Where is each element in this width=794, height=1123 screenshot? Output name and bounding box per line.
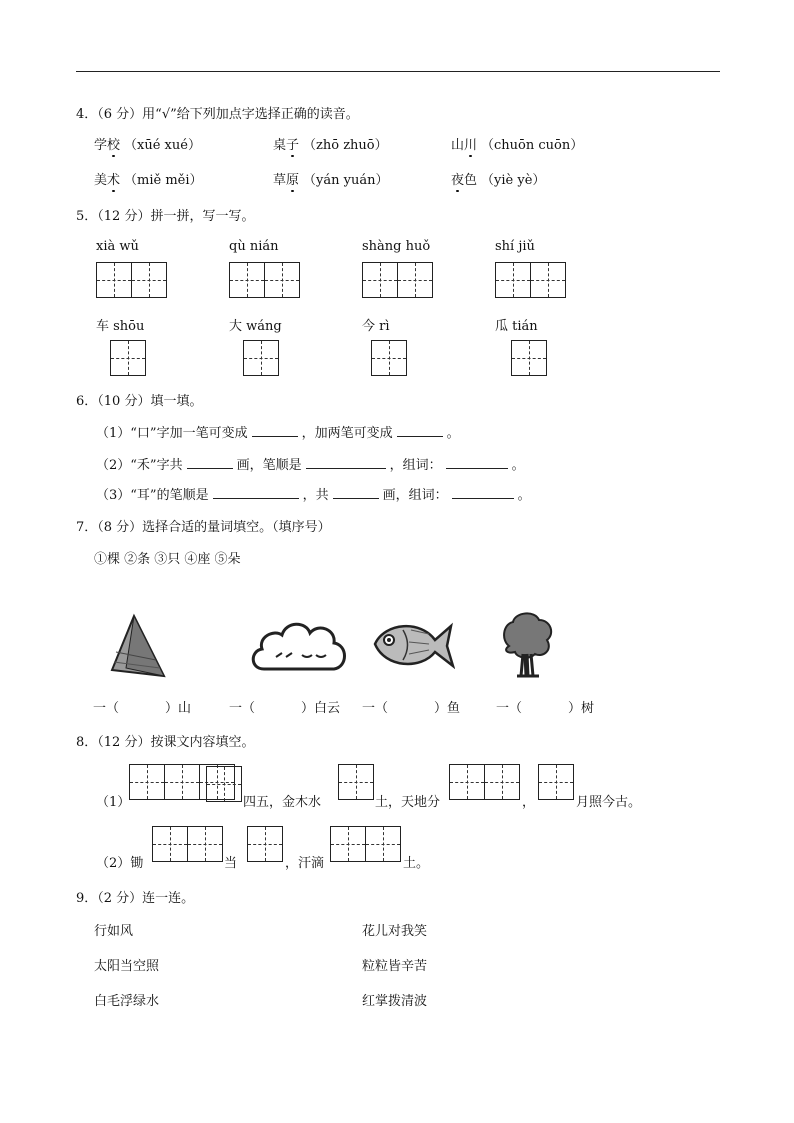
pinyin-options[interactable]: （yán yuán） bbox=[303, 173, 389, 188]
q6-line-1: （1）“口”字加一笔可变成 ，加两笔可变成 。 bbox=[96, 426, 460, 441]
dotted-character: 子 bbox=[286, 134, 299, 153]
q5-pinyin-7: 今 rì bbox=[362, 319, 390, 334]
q5-pinyin-4: shí jiǔ bbox=[495, 239, 535, 254]
pinyin-options[interactable]: （yiè yè） bbox=[481, 173, 546, 188]
q6-blank-1[interactable] bbox=[252, 424, 298, 437]
q4-item: 学校 （xūé xué） bbox=[94, 134, 201, 153]
q5-writing-box-3[interactable] bbox=[362, 262, 432, 298]
pinyin-options[interactable]: （miě měi） bbox=[124, 173, 203, 188]
q5-writing-box-2[interactable] bbox=[229, 262, 299, 298]
q8-box-2[interactable] bbox=[206, 766, 241, 802]
q5-writing-box-8[interactable] bbox=[511, 340, 546, 376]
q8-box-7[interactable] bbox=[247, 826, 282, 862]
mountain-image bbox=[104, 612, 170, 680]
q4-item: 山川 （chuōn cuōn） bbox=[451, 134, 583, 153]
q8-box-4[interactable] bbox=[449, 764, 519, 800]
pinyin-options[interactable]: （zhō zhuō） bbox=[303, 138, 388, 153]
dotted-character: 夜 bbox=[451, 169, 464, 188]
q5-pinyin-1: xià wǔ bbox=[96, 239, 139, 254]
q4-item: 夜色 （yiè yè） bbox=[451, 169, 545, 188]
q7-title: 7．（8 分）选择合适的量词填空。（填序号） bbox=[76, 520, 331, 535]
pinyin-options[interactable]: （xūé xué） bbox=[124, 138, 201, 153]
q9-right-1[interactable]: 花儿对我笑 bbox=[362, 924, 428, 939]
dotted-character: 川 bbox=[464, 134, 477, 153]
q5-pinyin-2: qù nián bbox=[229, 239, 279, 254]
fish-image bbox=[369, 612, 455, 676]
q8-l2-label: （2）锄 bbox=[96, 856, 144, 871]
q8-box-3[interactable] bbox=[338, 764, 373, 800]
q8-box-8[interactable] bbox=[330, 826, 400, 862]
q9-left-3[interactable]: 白毛浮绿水 bbox=[94, 994, 160, 1009]
tree-image bbox=[499, 610, 555, 682]
q8-l2-text-1: 当 bbox=[224, 856, 238, 871]
q9-right-3[interactable]: 红掌拨清波 bbox=[362, 994, 428, 1009]
q6-blank-4[interactable] bbox=[306, 456, 386, 469]
q8-title: 8．（12 分）按课文内容填空。 bbox=[76, 735, 255, 750]
q5-writing-box-1[interactable] bbox=[96, 262, 166, 298]
q6-title: 6．（10 分）填一填。 bbox=[76, 394, 203, 409]
q4-item: 草原 （yán yuán） bbox=[273, 169, 388, 188]
q7-caption-2: 一（ ）白云 bbox=[229, 701, 341, 716]
q6-blank-3[interactable] bbox=[187, 456, 233, 469]
q9-right-2[interactable]: 粒粒皆辛苦 bbox=[362, 959, 428, 974]
header-rule bbox=[76, 71, 720, 72]
q8-box-6[interactable] bbox=[152, 826, 222, 862]
q8-l1-text-2: 土，天地分 bbox=[375, 795, 441, 810]
q9-title: 9．（2 分）连一连。 bbox=[76, 891, 195, 906]
dotted-character: 校 bbox=[107, 134, 120, 153]
q6-blank-5[interactable] bbox=[446, 456, 508, 469]
q5-writing-box-7[interactable] bbox=[371, 340, 406, 376]
pinyin-options[interactable]: （chuōn cuōn） bbox=[481, 138, 584, 153]
q7-caption-3: 一（ ）鱼 bbox=[362, 701, 461, 716]
q5-pinyin-5: 车 shōu bbox=[96, 319, 145, 334]
q8-l2-text-3: 土。 bbox=[403, 856, 430, 871]
q7-caption-4: 一（ ）树 bbox=[496, 701, 595, 716]
dotted-character: 术 bbox=[107, 169, 120, 188]
q6-line-2: （2）“禾”字共 画，笔顺是 ，组词： 。 bbox=[96, 458, 525, 473]
q5-pinyin-3: shàng huǒ bbox=[362, 239, 431, 254]
q5-title: 5．（12 分）拼一拼，写一写。 bbox=[76, 209, 255, 224]
q5-writing-box-5[interactable] bbox=[110, 340, 145, 376]
q7-caption-1: 一（ ）山 bbox=[93, 701, 192, 716]
q5-pinyin-8: 瓜 tián bbox=[495, 319, 538, 334]
q4-item: 桌子 （zhō zhuō） bbox=[273, 134, 388, 153]
q6-blank-8[interactable] bbox=[452, 486, 514, 499]
q4-item: 美术 （miě měi） bbox=[94, 169, 203, 188]
q5-writing-box-4[interactable] bbox=[495, 262, 565, 298]
q8-l1-label: （1） bbox=[96, 795, 131, 810]
q5-writing-box-6[interactable] bbox=[243, 340, 278, 376]
q9-left-1[interactable]: 行如风 bbox=[94, 924, 134, 939]
q6-line-3: （3）“耳”的笔顺是 ，共 画，组词： 。 bbox=[96, 488, 531, 503]
q7-options: ①棵 ②条 ③只 ④座 ⑤朵 bbox=[94, 552, 241, 567]
q8-box-5[interactable] bbox=[538, 764, 573, 800]
q6-blank-6[interactable] bbox=[213, 486, 299, 499]
q6-blank-7[interactable] bbox=[333, 486, 379, 499]
q8-l2-text-2: ，汗滴 bbox=[285, 856, 325, 871]
q6-blank-2[interactable] bbox=[397, 424, 443, 437]
dotted-character: 原 bbox=[286, 169, 299, 188]
q8-l1-text-4: 月照今古。 bbox=[576, 795, 642, 810]
q4-title: 4．（6 分）用“√”给下列加点字选择正确的读音。 bbox=[76, 107, 359, 122]
q8-l1-text-3: ， bbox=[522, 795, 536, 810]
q9-left-2[interactable]: 太阳当空照 bbox=[94, 959, 160, 974]
cloud-image bbox=[248, 615, 352, 681]
q5-pinyin-6: 大 wáng bbox=[229, 319, 282, 334]
q8-l1-text-1: 四五，金木水 bbox=[243, 795, 322, 810]
